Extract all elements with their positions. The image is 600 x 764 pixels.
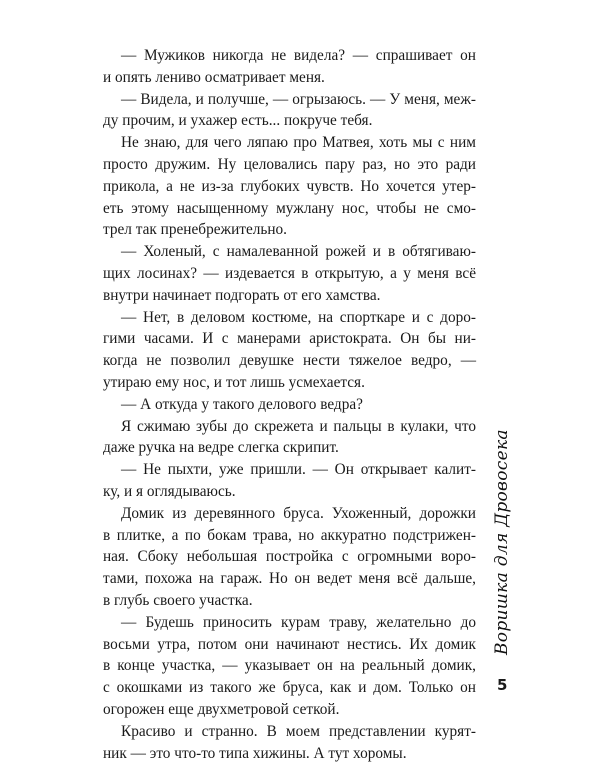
text-line: Я сжимаю зубы до скрежета и пальцы в кулаки, что [103, 416, 476, 438]
text-line: внутри начинает подгорать от его хамства. [103, 285, 476, 307]
text-line: когда не позволил девушке нести тяжелое ведро, — [103, 350, 476, 372]
text-line: в конце участка, — указывает он на реальный домик, [103, 655, 476, 677]
text-line: еть этому насыщенному мужлану нос, чтобы не смо- [103, 198, 476, 220]
text-line: утираю ему нос, и тот лишь усмехается. [103, 372, 476, 394]
text-line: гими часами. И с манерами аристократа. Он бы ни- [103, 328, 476, 350]
text-line: — Будешь приносить курам траву, желательно до [103, 612, 476, 634]
text-line: с окошками из такого же бруса, как и дом. Только он [103, 677, 476, 699]
text-line: — Не пыхти, уже пришли. — Он открывает калит- [103, 459, 476, 481]
text-line: ник — это что-то типа хижины. А тут хоромы. [103, 743, 476, 764]
text-line: — Холеный, с намалеванной рожей и в обтягиваю- [103, 241, 476, 263]
text-line: — Мужиков никогда не видела? — спрашивает он [103, 45, 476, 67]
text-line: Домик из деревянного бруса. Ухоженный, дорожки [103, 503, 476, 525]
text-line: прикола, а не из-за глубоких чувств. Но хочется утер- [103, 176, 476, 198]
body-text [103, 45, 476, 764]
text-line: огорожен еще двухметровой сеткой. [103, 699, 476, 721]
text-line: тами, похожа на гараж. Но он ведет меня всё дальше, [103, 568, 476, 590]
text-line: в глубь своего участка. [103, 590, 476, 612]
text-line: восьми утра, потом они начинают нестись. Их домик [103, 634, 476, 656]
text-line: — Видела, и получше, — огрызаюсь. — У меня, меж- [103, 89, 476, 111]
text-line: — Нет, в деловом костюме, на спорткаре и с доро- [103, 307, 476, 329]
text-line: даже ручка на ведре слегка скрипит. [103, 437, 476, 459]
text-line: и опять лениво осматривает меня. [103, 67, 476, 89]
text-line: в плитке, а по бокам трава, но аккуратно подстрижен- [103, 525, 476, 547]
text-line: просто дружим. Ну целовались пару раз, но это ради [103, 154, 476, 176]
text-line: щих лосинах? — издевается в открытую, а у меня всё [103, 263, 476, 285]
running-title: Воришка для Дровосека [492, 475, 518, 655]
text-line: Не знаю, для чего ляпаю про Матвея, хоть мы с ним [103, 132, 476, 154]
page-number: 5 [497, 676, 507, 694]
text-line: трел так пренебрежительно. [103, 219, 476, 241]
text-line: Красиво и странно. В моем представлении курят- [103, 721, 476, 743]
text-line: ная. Сбоку небольшая постройка с огромными воро- [103, 546, 476, 568]
text-line: ду прочим, и ухажер есть... покруче тебя. [103, 110, 476, 132]
text-line: ку, и я оглядываюсь. [103, 481, 476, 503]
text-line: — А откуда у такого делового ведра? [103, 394, 476, 416]
